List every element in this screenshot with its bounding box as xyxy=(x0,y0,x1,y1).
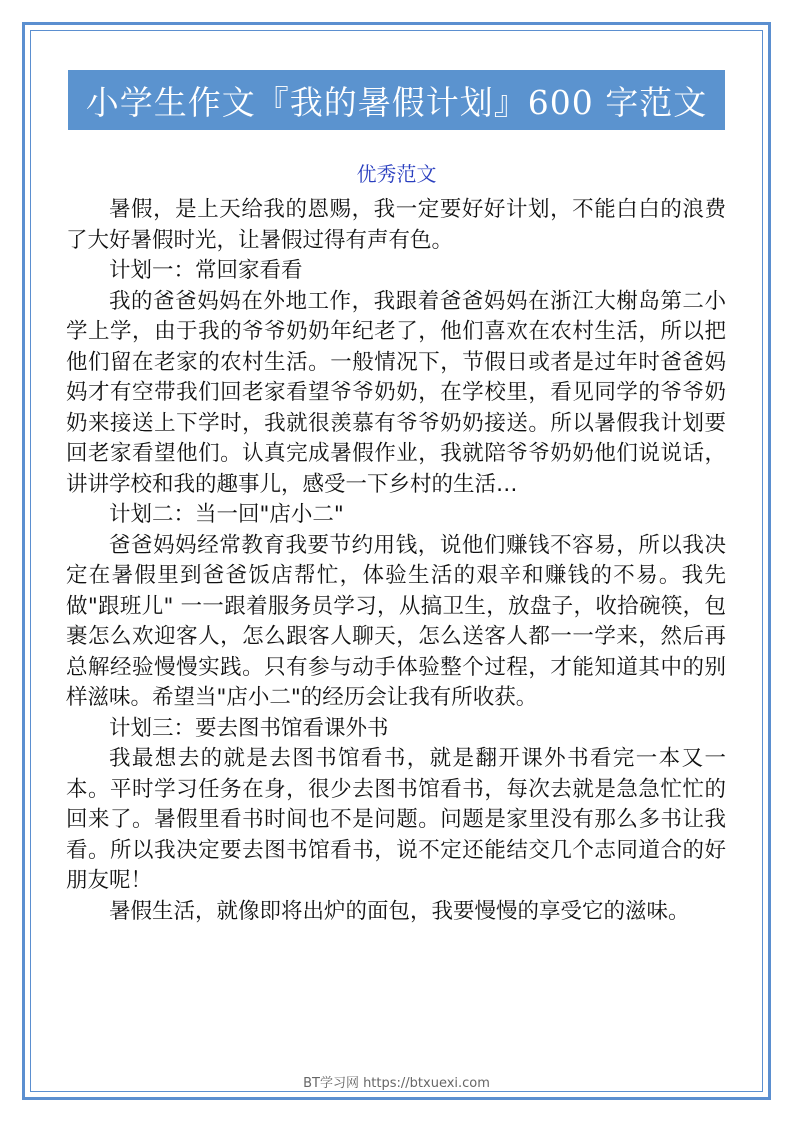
plan-heading-3: 计划三：要去图书馆看课外书 xyxy=(109,715,389,741)
paragraph-intro: 暑假，是上天给我的恩赐，我一定要好好计划，不能白白的浪费了大好暑假时光，让暑假过得有声有色。 xyxy=(66,197,726,253)
subtitle: 优秀范文 xyxy=(356,162,437,186)
footer-source-link[interactable]: BT学习网 https://btxuexi.com xyxy=(303,1076,490,1091)
plan-heading-2: 计划二：当一回"店小二" xyxy=(109,502,344,527)
paragraph-plan-2: 爸爸妈妈经常教育我要节约用钱，说他们赚钱不容易，所以我决定在暑假里到爸爸饭店帮忙，体验生活的艰辛和赚钱的不易。我先做"跟班儿" 一一跟着服务员学习，从搞卫生，放盘子，收拾碗筷，包裹怎么欢迎客人，怎么跟客人聊天，怎么送客人都一一学来，然后再总解经验慢慢实践。只有参与动手体验整个过程，才能知道其中的别样滋味。希望当"店小二"的经历会让我有所收获。 xyxy=(66,532,726,710)
paragraph-conclusion: 暑假生活，就像即将出炉的面包，我要慢慢的享受它的滋味。 xyxy=(109,898,690,924)
title-banner xyxy=(68,70,725,130)
page-title: 小学生作文『我的暑假计划』600 字范文 xyxy=(85,82,708,122)
essay-body xyxy=(66,195,726,927)
paragraph-plan-3: 我最想去的就是去图书馆看书，就是翻开课外书看完一本又一本。平时学习任务在身，很少去图书馆看书，每次去就是急急忙忙的回来了。暑假里看书时间也不是问题。问题是家里没有那么多书让我看。所以我决定要去图书馆看书，说不定还能结交几个志同道合的好朋友呢！ xyxy=(66,746,726,893)
plan-heading-1: 计划一：常回家看看 xyxy=(109,258,303,283)
paragraph-plan-1: 我的爸爸妈妈在外地工作，我跟着爸爸妈妈在浙江大榭岛第二小学上学，由于我的爷爷奶奶年纪老了，他们喜欢在农村生活，所以把他们留在老家的农村生活。一般情况下，节假日或者是过年时爸爸妈妈才有空带我们回老家看望爷爷奶奶，在学校里，看见同学的爷爷奶奶来接送上下学时，我就很羡慕有爷爷奶奶接送。所以暑假我计划要回老家看望他们。认真完成暑假作业，我就陪爷爷奶奶他们说说话，讲讲学校和我的趣事儿，感受一下乡村的生活… xyxy=(66,288,726,497)
